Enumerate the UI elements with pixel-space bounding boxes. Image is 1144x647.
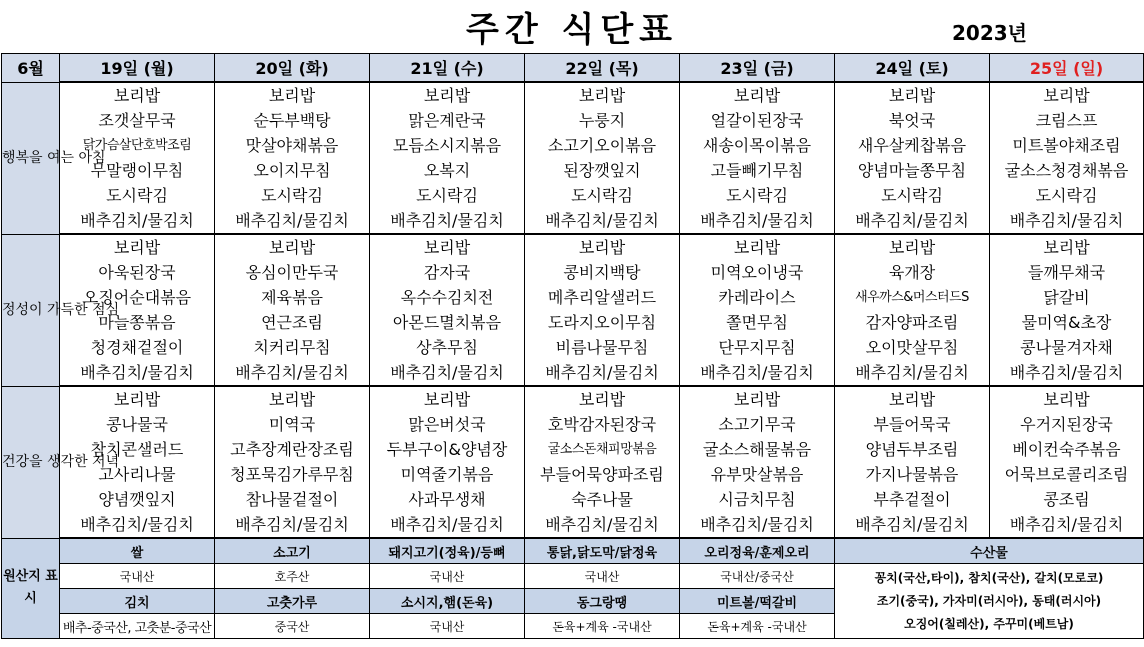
dish-cell: 오징어순대볶음 <box>60 285 215 310</box>
dish-row <box>2 487 1144 512</box>
dish-cell: 시금치무침 <box>680 487 835 512</box>
origin-item-value: 국내산 <box>60 564 215 589</box>
title-bar <box>0 0 1144 52</box>
origin-item-value: 호주산 <box>215 564 370 589</box>
dish-cell: 상추무침 <box>370 335 525 360</box>
dish-row <box>2 360 1144 386</box>
seafood-line: 조기(중국), 가자미(러시아), 동태(러시아) <box>876 593 1102 608</box>
month-cell: 6월 <box>2 54 60 83</box>
dish-cell: 보리밥 <box>525 386 680 412</box>
dish-cell: 마늘쫑볶음 <box>60 310 215 335</box>
origin-item-value: 국내산/중국산 <box>680 564 835 589</box>
dish-cell: 보리밥 <box>680 386 835 412</box>
dish-cell: 된장깻잎지 <box>525 158 680 183</box>
dish-cell: 맑은계란국 <box>370 108 525 133</box>
dish-cell: 크림스프 <box>990 108 1144 133</box>
dish-row <box>2 183 1144 208</box>
dish-cell: 콩비지백탕 <box>525 260 680 285</box>
dish-cell: 배추김치/물김치 <box>680 512 835 538</box>
dish-cell: 보리밥 <box>990 82 1144 108</box>
dish-cell: 배추김치/물김치 <box>835 360 990 386</box>
dish-cell: 배추김치/물김치 <box>60 208 215 234</box>
dish-cell: 배추김치/물김치 <box>680 360 835 386</box>
dish-cell: 굴소스청경채볶음 <box>990 158 1144 183</box>
dish-row <box>2 234 1144 260</box>
dish-cell: 연근조림 <box>215 310 370 335</box>
dish-cell: 무말랭이무침 <box>60 158 215 183</box>
dish-cell: 배추김치/물김치 <box>525 512 680 538</box>
dish-cell: 보리밥 <box>370 234 525 260</box>
dish-cell: 옹심이만두국 <box>215 260 370 285</box>
dish-cell: 고추장계란장조림 <box>215 437 370 462</box>
dish-cell: 보리밥 <box>60 386 215 412</box>
dish-cell: 감자양파조림 <box>835 310 990 335</box>
origin-item-name: 돼지고기(정육)/등뼈 <box>370 538 525 564</box>
dish-row <box>2 285 1144 310</box>
dish-cell: 북엇국 <box>835 108 990 133</box>
day-header: 23일 (금) <box>680 54 835 83</box>
dish-cell: 닭가슴살단호박조림 <box>60 133 215 158</box>
dish-row <box>2 208 1144 234</box>
dish-row <box>2 437 1144 462</box>
dish-cell: 미역오이냉국 <box>680 260 835 285</box>
dish-row <box>2 310 1144 335</box>
dish-cell: 보리밥 <box>525 82 680 108</box>
dish-cell: 오이맛살무침 <box>835 335 990 360</box>
dish-row <box>2 260 1144 285</box>
dish-cell: 배추김치/물김치 <box>60 512 215 538</box>
dish-cell: 미역국 <box>215 412 370 437</box>
dish-cell: 맑은버섯국 <box>370 412 525 437</box>
page-title: 주간 식단표 <box>465 10 679 50</box>
weekly-menu-table <box>1 53 1144 639</box>
dish-cell: 숙주나물 <box>525 487 680 512</box>
dish-row <box>2 158 1144 183</box>
origin-row <box>2 538 1144 564</box>
dish-cell: 쫄면무침 <box>680 310 835 335</box>
dish-cell: 참치콘샐러드 <box>60 437 215 462</box>
dish-cell: 보리밥 <box>680 234 835 260</box>
dish-cell: 보리밥 <box>835 82 990 108</box>
dish-row <box>2 412 1144 437</box>
dish-cell: 오복지 <box>370 158 525 183</box>
dish-cell: 배추김치/물김치 <box>215 208 370 234</box>
dish-cell: 보리밥 <box>835 386 990 412</box>
dish-cell: 부들어묵양파조림 <box>525 462 680 487</box>
dish-row <box>2 133 1144 158</box>
dish-cell: 육개장 <box>835 260 990 285</box>
dish-cell: 두부구이&양념장 <box>370 437 525 462</box>
day-header: 21일 (수) <box>370 54 525 83</box>
dish-cell: 양념깻잎지 <box>60 487 215 512</box>
origin-item-value: 국내산 <box>370 614 525 639</box>
dish-cell: 우거지된장국 <box>990 412 1144 437</box>
dish-cell: 비름나물무침 <box>525 335 680 360</box>
origin-item-name: 소시지,햄(돈육) <box>370 589 525 614</box>
dish-cell: 배추김치/물김치 <box>835 512 990 538</box>
dish-cell: 고들빼기무침 <box>680 158 835 183</box>
dish-cell: 콩나물겨자채 <box>990 335 1144 360</box>
dish-cell: 메추리알샐러드 <box>525 285 680 310</box>
origin-item-name: 동그랑땡 <box>525 589 680 614</box>
dish-cell: 도시락김 <box>680 183 835 208</box>
origin-label: 원산지 표시 <box>2 538 60 639</box>
dish-row <box>2 386 1144 412</box>
dish-cell: 도시락김 <box>990 183 1144 208</box>
dish-cell: 배추김치/물김치 <box>525 208 680 234</box>
dish-cell: 도시락김 <box>370 183 525 208</box>
dish-cell: 콩나물국 <box>60 412 215 437</box>
day-header-sunday: 25일 (일) <box>990 54 1144 83</box>
dish-cell: 굴소스돈채피망볶음 <box>525 437 680 462</box>
dish-cell: 보리밥 <box>680 82 835 108</box>
dish-row <box>2 108 1144 133</box>
dish-cell: 닭갈비 <box>990 285 1144 310</box>
dish-cell: 순두부백탕 <box>215 108 370 133</box>
dish-cell: 들깨무채국 <box>990 260 1144 285</box>
origin-item-name: 고춧가루 <box>215 589 370 614</box>
day-header: 22일 (목) <box>525 54 680 83</box>
dish-cell: 보리밥 <box>525 234 680 260</box>
dish-cell: 보리밥 <box>215 234 370 260</box>
dish-row <box>2 335 1144 360</box>
dish-cell: 제육볶음 <box>215 285 370 310</box>
dish-cell: 보리밥 <box>215 386 370 412</box>
dish-cell: 호박감자된장국 <box>525 412 680 437</box>
dish-cell: 소고기오이볶음 <box>525 133 680 158</box>
dish-cell: 보리밥 <box>60 234 215 260</box>
dish-cell: 배추김치/물김치 <box>835 208 990 234</box>
seafood-line: 꽁치(국산,타이), 참치(국산), 갈치(모로코) <box>874 570 1104 585</box>
origin-item-value: 돈육+계육 -국내산 <box>680 614 835 639</box>
dish-cell: 배추김치/물김치 <box>370 360 525 386</box>
dish-cell: 도라지오이무침 <box>525 310 680 335</box>
origin-item-value: 국내산 <box>525 564 680 589</box>
dish-cell: 유부맛살볶음 <box>680 462 835 487</box>
day-header: 20일 (화) <box>215 54 370 83</box>
dish-cell: 배추김치/물김치 <box>990 208 1144 234</box>
dish-cell: 참나물겉절이 <box>215 487 370 512</box>
dish-cell: 보리밥 <box>370 386 525 412</box>
dish-cell: 가지나물볶음 <box>835 462 990 487</box>
origin-item-value: 배추-중국산, 고춧분-중국산 <box>60 614 215 639</box>
dish-cell: 배추김치/물김치 <box>215 512 370 538</box>
dish-cell: 단무지무침 <box>680 335 835 360</box>
origin-row <box>2 564 1144 589</box>
dish-cell: 옥수수김치전 <box>370 285 525 310</box>
dish-cell: 콩조림 <box>990 487 1144 512</box>
dish-cell: 베이컨숙주볶음 <box>990 437 1144 462</box>
dish-cell: 양념두부조림 <box>835 437 990 462</box>
dish-cell: 소고기무국 <box>680 412 835 437</box>
dish-cell: 사과무생채 <box>370 487 525 512</box>
dish-row <box>2 462 1144 487</box>
dish-cell: 오이지무침 <box>215 158 370 183</box>
origin-item-name: 소고기 <box>215 538 370 564</box>
seafood-line: 오징어(칠레산), 주꾸미(베트남) <box>904 616 1074 631</box>
dish-cell: 감자국 <box>370 260 525 285</box>
origin-item-value: 중국산 <box>215 614 370 639</box>
seafood-origin <box>835 564 1144 639</box>
dish-cell: 보리밥 <box>370 82 525 108</box>
dish-cell: 보리밥 <box>60 82 215 108</box>
dish-cell: 어묵브로콜리조림 <box>990 462 1144 487</box>
dish-cell: 새송이목이볶음 <box>680 133 835 158</box>
dish-cell: 누룽지 <box>525 108 680 133</box>
dish-cell: 카레라이스 <box>680 285 835 310</box>
origin-item-name: 오리정육/훈제오리 <box>680 538 835 564</box>
dish-cell: 배추김치/물김치 <box>680 208 835 234</box>
dish-cell: 모듬소시지볶음 <box>370 133 525 158</box>
dish-cell: 새우살케찹볶음 <box>835 133 990 158</box>
dish-cell: 미트볼야채조림 <box>990 133 1144 158</box>
year-label: 2023년 <box>952 21 1027 45</box>
dish-row <box>2 512 1144 538</box>
dish-cell: 보리밥 <box>215 82 370 108</box>
dish-cell: 도시락김 <box>215 183 370 208</box>
meal-label-dinner: 건강을 생각한 저녁 <box>2 386 60 538</box>
dish-row <box>2 82 1144 108</box>
dish-cell: 도시락김 <box>525 183 680 208</box>
origin-item-name: 쌀 <box>60 538 215 564</box>
day-header: 19일 (월) <box>60 54 215 83</box>
dish-cell: 청경채겉절이 <box>60 335 215 360</box>
dish-cell: 양념마늘쫑무침 <box>835 158 990 183</box>
dish-cell: 배추김치/물김치 <box>990 512 1144 538</box>
dish-cell: 배추김치/물김치 <box>215 360 370 386</box>
dish-cell: 보리밥 <box>835 234 990 260</box>
dish-cell: 아몬드멸치볶음 <box>370 310 525 335</box>
dish-cell: 배추김치/물김치 <box>370 512 525 538</box>
dish-cell: 치커리무침 <box>215 335 370 360</box>
origin-item-name: 김치 <box>60 589 215 614</box>
origin-item-value: 국내산 <box>370 564 525 589</box>
dish-cell: 부들어묵국 <box>835 412 990 437</box>
dish-cell: 도시락김 <box>835 183 990 208</box>
day-header: 24일 (토) <box>835 54 990 83</box>
dish-cell: 조갯살무국 <box>60 108 215 133</box>
dish-cell: 아욱된장국 <box>60 260 215 285</box>
dish-cell: 배추김치/물김치 <box>525 360 680 386</box>
meal-label-lunch: 정성이 가득한 점심 <box>2 234 60 386</box>
day-header-row <box>2 54 1144 83</box>
dish-cell: 배추김치/물김치 <box>370 208 525 234</box>
dish-cell: 굴소스해물볶음 <box>680 437 835 462</box>
dish-cell: 물미역&초장 <box>990 310 1144 335</box>
meal-label-breakfast: 행복을 여는 아침 <box>2 82 60 234</box>
dish-cell: 미역줄기볶음 <box>370 462 525 487</box>
dish-cell: 배추김치/물김치 <box>60 360 215 386</box>
dish-cell: 배추김치/물김치 <box>990 360 1144 386</box>
dish-cell: 보리밥 <box>990 386 1144 412</box>
dish-cell: 보리밥 <box>990 234 1144 260</box>
dish-cell: 맛살야채볶음 <box>215 133 370 158</box>
origin-item-value: 돈육+계육 -국내산 <box>525 614 680 639</box>
dish-cell: 새우까스&머스터드S <box>835 285 990 310</box>
dish-cell: 고사리나물 <box>60 462 215 487</box>
dish-cell: 얼갈이된장국 <box>680 108 835 133</box>
origin-item-name: 통닭,닭도막/닭정육 <box>525 538 680 564</box>
seafood-title: 수산물 <box>835 538 1144 564</box>
dish-cell: 도시락김 <box>60 183 215 208</box>
dish-cell: 청포묵김가루무침 <box>215 462 370 487</box>
dish-cell: 부추겉절이 <box>835 487 990 512</box>
origin-item-name: 미트볼/떡갈비 <box>680 589 835 614</box>
